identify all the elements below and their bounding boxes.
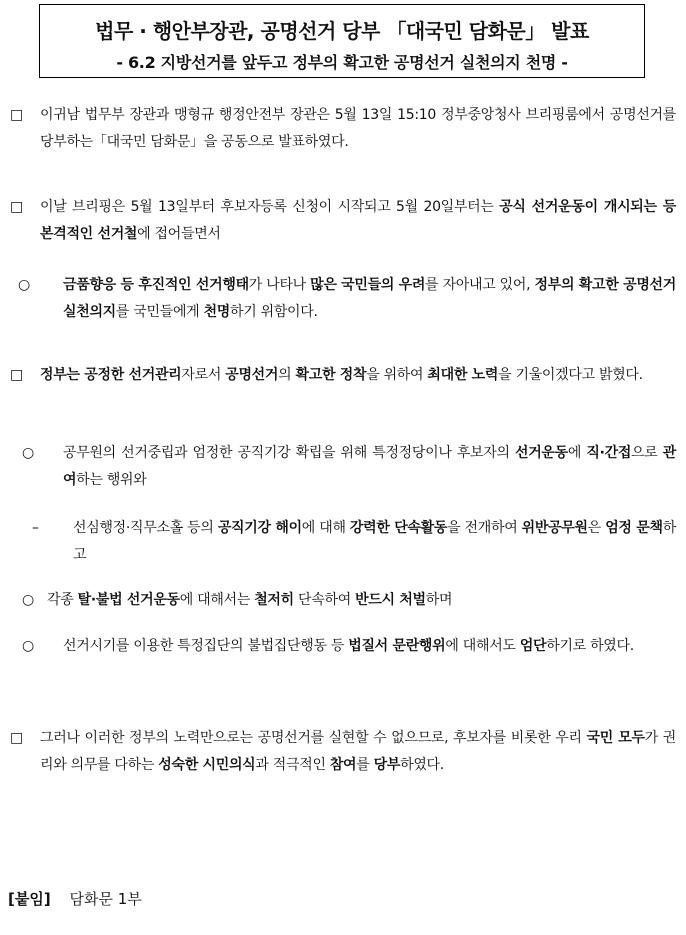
paragraph-3 <box>18 272 676 326</box>
text-span: 단속하여 <box>293 592 356 608</box>
bold-span: 직·간접 <box>586 445 632 461</box>
paragraph-6 <box>32 515 676 569</box>
bold-span: 국민 모두 <box>586 730 645 746</box>
bold-span: 철저히 <box>254 592 294 608</box>
text-span: 하였다. <box>400 757 444 773</box>
text-span: 을 전개하여 <box>447 520 522 536</box>
text-span: 하기로 하였다. <box>546 638 634 654</box>
text-span: 가 권리와 의무를 다하는 <box>40 730 676 773</box>
text-span: 을 기울이겠다고 밝혔다. <box>498 367 643 383</box>
bold-span: 천명 <box>203 304 231 320</box>
bold-span: 공명선거 <box>225 367 279 383</box>
bold-span: 법질서 문란행위 <box>348 638 446 654</box>
text-span: 의 <box>278 367 296 383</box>
bold-span: 공직기강 해이 <box>217 520 302 536</box>
text-span: 에 <box>567 445 587 461</box>
dash-bullet: – <box>32 520 39 536</box>
bold-span: 많은 국민들의 우려 <box>310 277 426 293</box>
text-span: 으로 <box>631 445 663 461</box>
text-span: 을 위하여 <box>366 367 428 383</box>
text-span: 를 자아내고 있어, <box>425 277 535 293</box>
square-bullet: □ <box>10 107 23 123</box>
circle-bullet: ○ <box>18 277 30 293</box>
text-span: 각종 <box>47 592 78 608</box>
text-span: 자로서 <box>181 367 226 383</box>
circle-bullet: ○ <box>22 592 34 608</box>
paragraph-1-text: 이귀남 법무부 장관과 맹형규 행정안전부 장관은 5월 13일 15:10 정부중앙청사 브리핑룸에서 공명선거를 당부하는「대국민 담화문」을 공동으로 발표하였다. <box>40 107 676 150</box>
text-span: 를 <box>356 757 374 773</box>
text-span: 선심행정·직무소홀 등의 <box>73 520 218 536</box>
text-span: 그러나 이러한 정부의 노력만으로는 공명선거를 실현할 수 없으므로, 후보자를 비롯한 우리 <box>40 730 587 746</box>
bold-span: 최대한 노력 <box>427 367 499 383</box>
bold-span: 선거운동 <box>514 445 568 461</box>
text-span: 공무원의 선거중립과 엄정한 공직기강 확립을 위해 특정정당이나 후보자의 <box>63 445 515 461</box>
circle-bullet: ○ <box>22 445 34 461</box>
document-subtitle: - 6.2 지방선거를 앞두고 정부의 확고한 공명선거 실천의지 천명 - <box>116 53 568 72</box>
bold-span: 정부는 공정한 선거관리 <box>40 367 182 383</box>
paragraph-8 <box>22 633 676 660</box>
paragraph-5 <box>22 440 676 494</box>
text-span: 은 <box>587 520 606 536</box>
circle-bullet: ○ <box>22 638 34 654</box>
bold-span: 엄단 <box>519 638 547 654</box>
bold-span: 확고한 정착 <box>295 367 367 383</box>
bold-span: 공식 선거운동이 개시되는 등 본격적인 선거철 <box>40 199 676 242</box>
attachment-label: [붙임] <box>8 890 51 908</box>
document-title: 법무 · 행안부장관, 공명선거 당부 「대국민 담화문」 발표 <box>95 19 589 43</box>
text-span: 가 나타나 <box>248 277 311 293</box>
paragraph-2 <box>10 194 676 248</box>
text-span: 하고 <box>73 520 676 563</box>
square-bullet: □ <box>10 730 23 746</box>
text-span: 선거시기를 이용한 특정집단의 불법집단행동 등 <box>63 638 349 654</box>
text-span: 하는 행위와 <box>76 472 147 488</box>
text-span: 에 접어들면서 <box>137 226 221 242</box>
attachment-note <box>8 888 142 909</box>
bold-span: 강력한 단속활동 <box>349 520 448 536</box>
bold-span: 엄정 문책 <box>605 520 663 536</box>
bold-span: 당부 <box>373 757 401 773</box>
bold-span: 성숙한 시민의식 <box>158 757 256 773</box>
square-bullet: □ <box>10 367 23 383</box>
text-span: 하기 위함이다. <box>230 304 318 320</box>
attachment-text: 담화문 1부 <box>69 890 142 908</box>
text-span: 하며 <box>425 592 453 608</box>
text-span: 과 적극적인 <box>255 757 330 773</box>
text-span: 에 대해서는 <box>179 592 255 608</box>
bold-span: 참여 <box>329 757 357 773</box>
paragraph-9 <box>10 725 676 779</box>
bold-span: 정부의 확고한 공명선거 실천의지 <box>63 277 676 320</box>
title-box <box>39 4 645 78</box>
paragraph-1 <box>10 102 676 156</box>
paragraph-4 <box>10 362 676 389</box>
text-span: 에 대해서도 <box>445 638 520 654</box>
bold-span: 관여 <box>63 445 676 488</box>
text-span: 에 대해 <box>301 520 350 536</box>
bold-span: 반드시 처벌 <box>355 592 426 608</box>
paragraph-7 <box>22 587 676 614</box>
text-span: 이날 브리핑은 5월 13일부터 후보자등록 신청이 시작되고 5월 20일부터는 <box>40 199 500 215</box>
bold-span: 위반공무원 <box>521 520 588 536</box>
text-span: 를 국민들에게 <box>115 304 204 320</box>
bold-span: 금품향응 등 후진적인 선거행태 <box>63 277 249 293</box>
square-bullet: □ <box>10 199 23 215</box>
bold-span: 탈·불법 선거운동 <box>77 592 180 608</box>
